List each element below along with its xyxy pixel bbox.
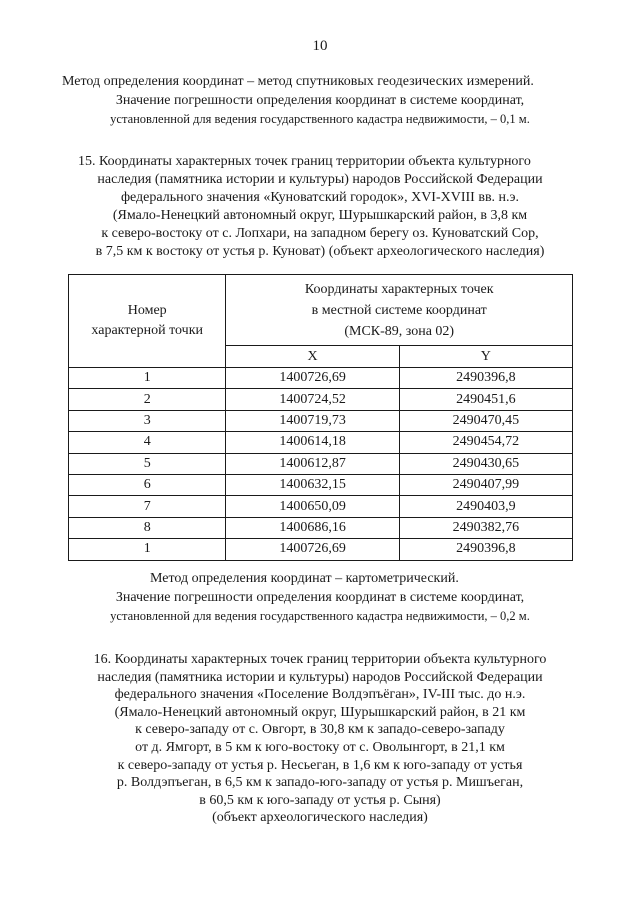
- y-value: 2490470,45: [399, 410, 572, 431]
- heading-line: 15. Координаты характерных точек границ территории объекта культурного: [78, 154, 531, 169]
- table-row: [69, 517, 573, 538]
- point-number: 5: [69, 453, 226, 474]
- accuracy-line: установленной для ведения государственного кадастра недвижимости, – 0,2 м.: [110, 609, 530, 623]
- column-header-x: X: [226, 346, 399, 368]
- table-row: [69, 432, 573, 453]
- y-value: 2490430,65: [399, 453, 572, 474]
- table-row: [69, 453, 573, 474]
- section-16-heading: [40, 651, 600, 827]
- y-value: 2490454,72: [399, 432, 572, 453]
- heading-line: наследия (памятника истории и культуры) народов Российской Федерации: [97, 172, 543, 187]
- method-line: Метод определения координат – картометрический.: [150, 571, 459, 586]
- table-row: [69, 410, 573, 431]
- x-value: 1400719,73: [226, 410, 399, 431]
- y-value: 2490396,8: [399, 539, 572, 560]
- y-value: 2490403,9: [399, 496, 572, 517]
- page-number: 10: [312, 38, 328, 54]
- accuracy-line: Значение погрешности определения координат в системе координат,: [115, 93, 525, 108]
- heading-line: к северо-востоку от с. Лопхари, на западном берегу оз. Куноватский Сор,: [101, 226, 539, 241]
- table-row: [69, 496, 573, 517]
- point-number: 4: [69, 432, 226, 453]
- x-value: 1400632,15: [226, 474, 399, 495]
- y-value: 2490396,8: [399, 368, 572, 389]
- method-line: Метод определения координат – метод спутниковых геодезических измерений.: [62, 74, 534, 89]
- coordinates-table: [68, 274, 573, 561]
- heading-line: федерального значения «Куноватский городок», XVI-XVIII вв. н.э.: [120, 190, 520, 205]
- heading-line: (Ямало-Ненецкий автономный округ, Шурышкарский район, в 21 км: [114, 704, 526, 720]
- heading-line: федерального значения «Поселение Волдэпъёган», IV-III тыс. до н.э.: [114, 687, 526, 703]
- y-value: 2490451,6: [399, 389, 572, 410]
- heading-line: от д. Ямгорт, в 5 км к юго-востоку от с. Оволынгорт, в 21,1 км: [135, 739, 505, 755]
- coordinate-method-note-1: [40, 72, 600, 129]
- accuracy-line: установленной для ведения государственного кадастра недвижимости, – 0,1 м.: [110, 112, 530, 126]
- heading-line: 16. Координаты характерных точек границ территории объекта культурного: [93, 652, 547, 667]
- column-header-y: Y: [399, 346, 572, 368]
- heading-line: наследия (памятника истории и культуры) народов Российской Федерации: [97, 669, 543, 685]
- heading-line: (объект археологического наследия): [212, 810, 428, 826]
- section-15-heading: [40, 153, 600, 261]
- column-header-point-number: Номер характерной точки: [69, 275, 226, 368]
- point-number: 7: [69, 496, 226, 517]
- accuracy-line: Значение погрешности определения координат в системе координат,: [115, 590, 525, 605]
- x-value: 1400612,87: [226, 453, 399, 474]
- heading-line: в 60,5 км к юго-западу от устья р. Сыня): [199, 792, 441, 808]
- heading-line: к северо-западу от устья р. Несьеган, в 1,6 км к юго-западу от устья: [117, 757, 523, 773]
- table-row: [69, 368, 573, 389]
- point-number: 1: [69, 368, 226, 389]
- heading-line: (Ямало-Ненецкий автономный округ, Шурышкарский район, в 3,8 км: [112, 208, 528, 223]
- table-row: [69, 474, 573, 495]
- x-value: 1400614,18: [226, 432, 399, 453]
- heading-line: в 7,5 км к востоку от устья р. Куноват) (объект археологического наследия): [95, 244, 545, 259]
- column-header-coordinate-system: Координаты характерных точек в местной системе координат (МСК-89, зона 02): [226, 275, 573, 346]
- y-value: 2490382,76: [399, 517, 572, 538]
- x-value: 1400726,69: [226, 539, 399, 560]
- x-value: 1400726,69: [226, 368, 399, 389]
- heading-line: р. Волдэпъеган, в 6,5 км к западо-юго-западу от устья р. Мишъеган,: [116, 775, 524, 791]
- point-number: 6: [69, 474, 226, 495]
- x-value: 1400650,09: [226, 496, 399, 517]
- coordinate-method-note-2: [40, 569, 600, 626]
- point-number: 3: [69, 410, 226, 431]
- point-number: 1: [69, 539, 226, 560]
- x-value: 1400724,52: [226, 389, 399, 410]
- x-value: 1400686,16: [226, 517, 399, 538]
- table-row: [69, 539, 573, 560]
- heading-line: к северо-западу от с. Овгорт, в 30,8 км к западо-северо-западу: [135, 722, 505, 738]
- point-number: 8: [69, 517, 226, 538]
- y-value: 2490407,99: [399, 474, 572, 495]
- table-row: [69, 389, 573, 410]
- point-number: 2: [69, 389, 226, 410]
